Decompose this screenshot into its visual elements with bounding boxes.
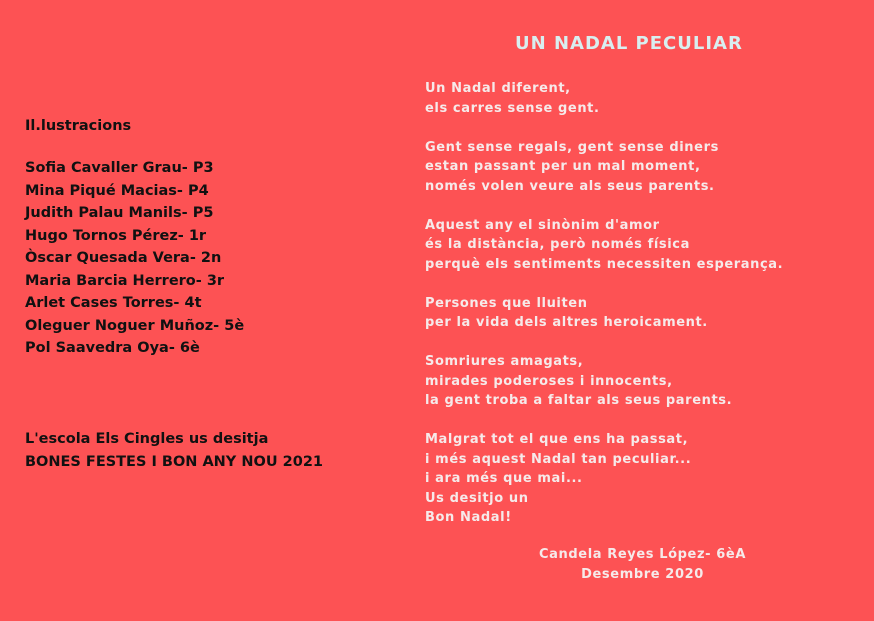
poem-stanza [425, 352, 783, 411]
poem-line: els carres sense gent. [425, 100, 600, 116]
poem-line: Persones que lluiten [425, 295, 588, 311]
poem-stanza [425, 138, 783, 197]
poem-stanza [425, 79, 783, 118]
illustration-credit: Judith Palau Manils- P5 [25, 205, 214, 221]
illustration-credit: Maria Barcia Herrero- 3r [25, 272, 225, 289]
poem-line: Somriures amagats, [425, 354, 584, 369]
poem-line: Un Nadal diferent, [425, 81, 571, 96]
poem-stanza [425, 216, 783, 275]
illustration-credit: Oleguer Noguer Muñoz- 5è [25, 317, 245, 334]
poem-line: la gent troba a faltar als seus parents. [425, 393, 733, 408]
poem-stanza [425, 430, 783, 528]
poem-line: Gent sense regals, gent sense diners [425, 139, 719, 155]
school-greeting [25, 428, 323, 474]
illustrations-section [25, 116, 244, 360]
poem-body [425, 79, 783, 547]
poem-line: és la distància, però només física [425, 237, 690, 252]
poem-stanza [425, 294, 783, 333]
illustration-credit: Sofia Cavaller Grau- P3 [25, 160, 214, 176]
poem-line: només volen veure als seus parents. [425, 178, 715, 194]
poem-line: Aquest any el sinònim d'amor [425, 217, 660, 233]
illustration-credit: Pol Saavedra Oya- 6è [25, 340, 200, 356]
poem-line: Malgrat tot el que ens ha passat, [425, 432, 689, 447]
poem-line: perquè els sentiments necessiten esperança. [425, 256, 784, 272]
poem-line: i ara més que mai... [425, 471, 583, 486]
illustration-credit: Arlet Cases Torres- 4t [25, 295, 202, 311]
poem-line: per la vida dels altres heroicament. [425, 315, 708, 330]
illustrations-credits-list [25, 157, 244, 360]
greeting-line-2: BONES FESTES I BON ANY NOU 2021 [25, 454, 324, 470]
poem-line: estan passant per un mal moment, [425, 159, 701, 174]
illustration-credit: Òscar Quesada Vera- 2n [25, 250, 222, 266]
poem-line: i més aquest Nadal tan peculiar... [425, 451, 692, 467]
greeting-line-1: L'escola Els Cingles us desitja [25, 431, 269, 447]
poem-line: mirades poderoses i innocents, [425, 373, 673, 389]
poem-title: UN NADAL PECULIAR [515, 33, 743, 54]
illustration-credit: Hugo Tornos Pérez- 1r [25, 227, 207, 244]
poem-signature [530, 545, 755, 584]
poem-line: Us desitjo un [425, 490, 529, 506]
illustrations-heading: Il.lustracions [25, 118, 132, 134]
signature-author: Candela Reyes López- 6èA [539, 547, 746, 562]
signature-date: Desembre 2020 [581, 566, 704, 582]
poem-line: Bon Nadal! [425, 510, 512, 525]
illustration-credit: Mina Piqué Macias- P4 [25, 182, 209, 199]
